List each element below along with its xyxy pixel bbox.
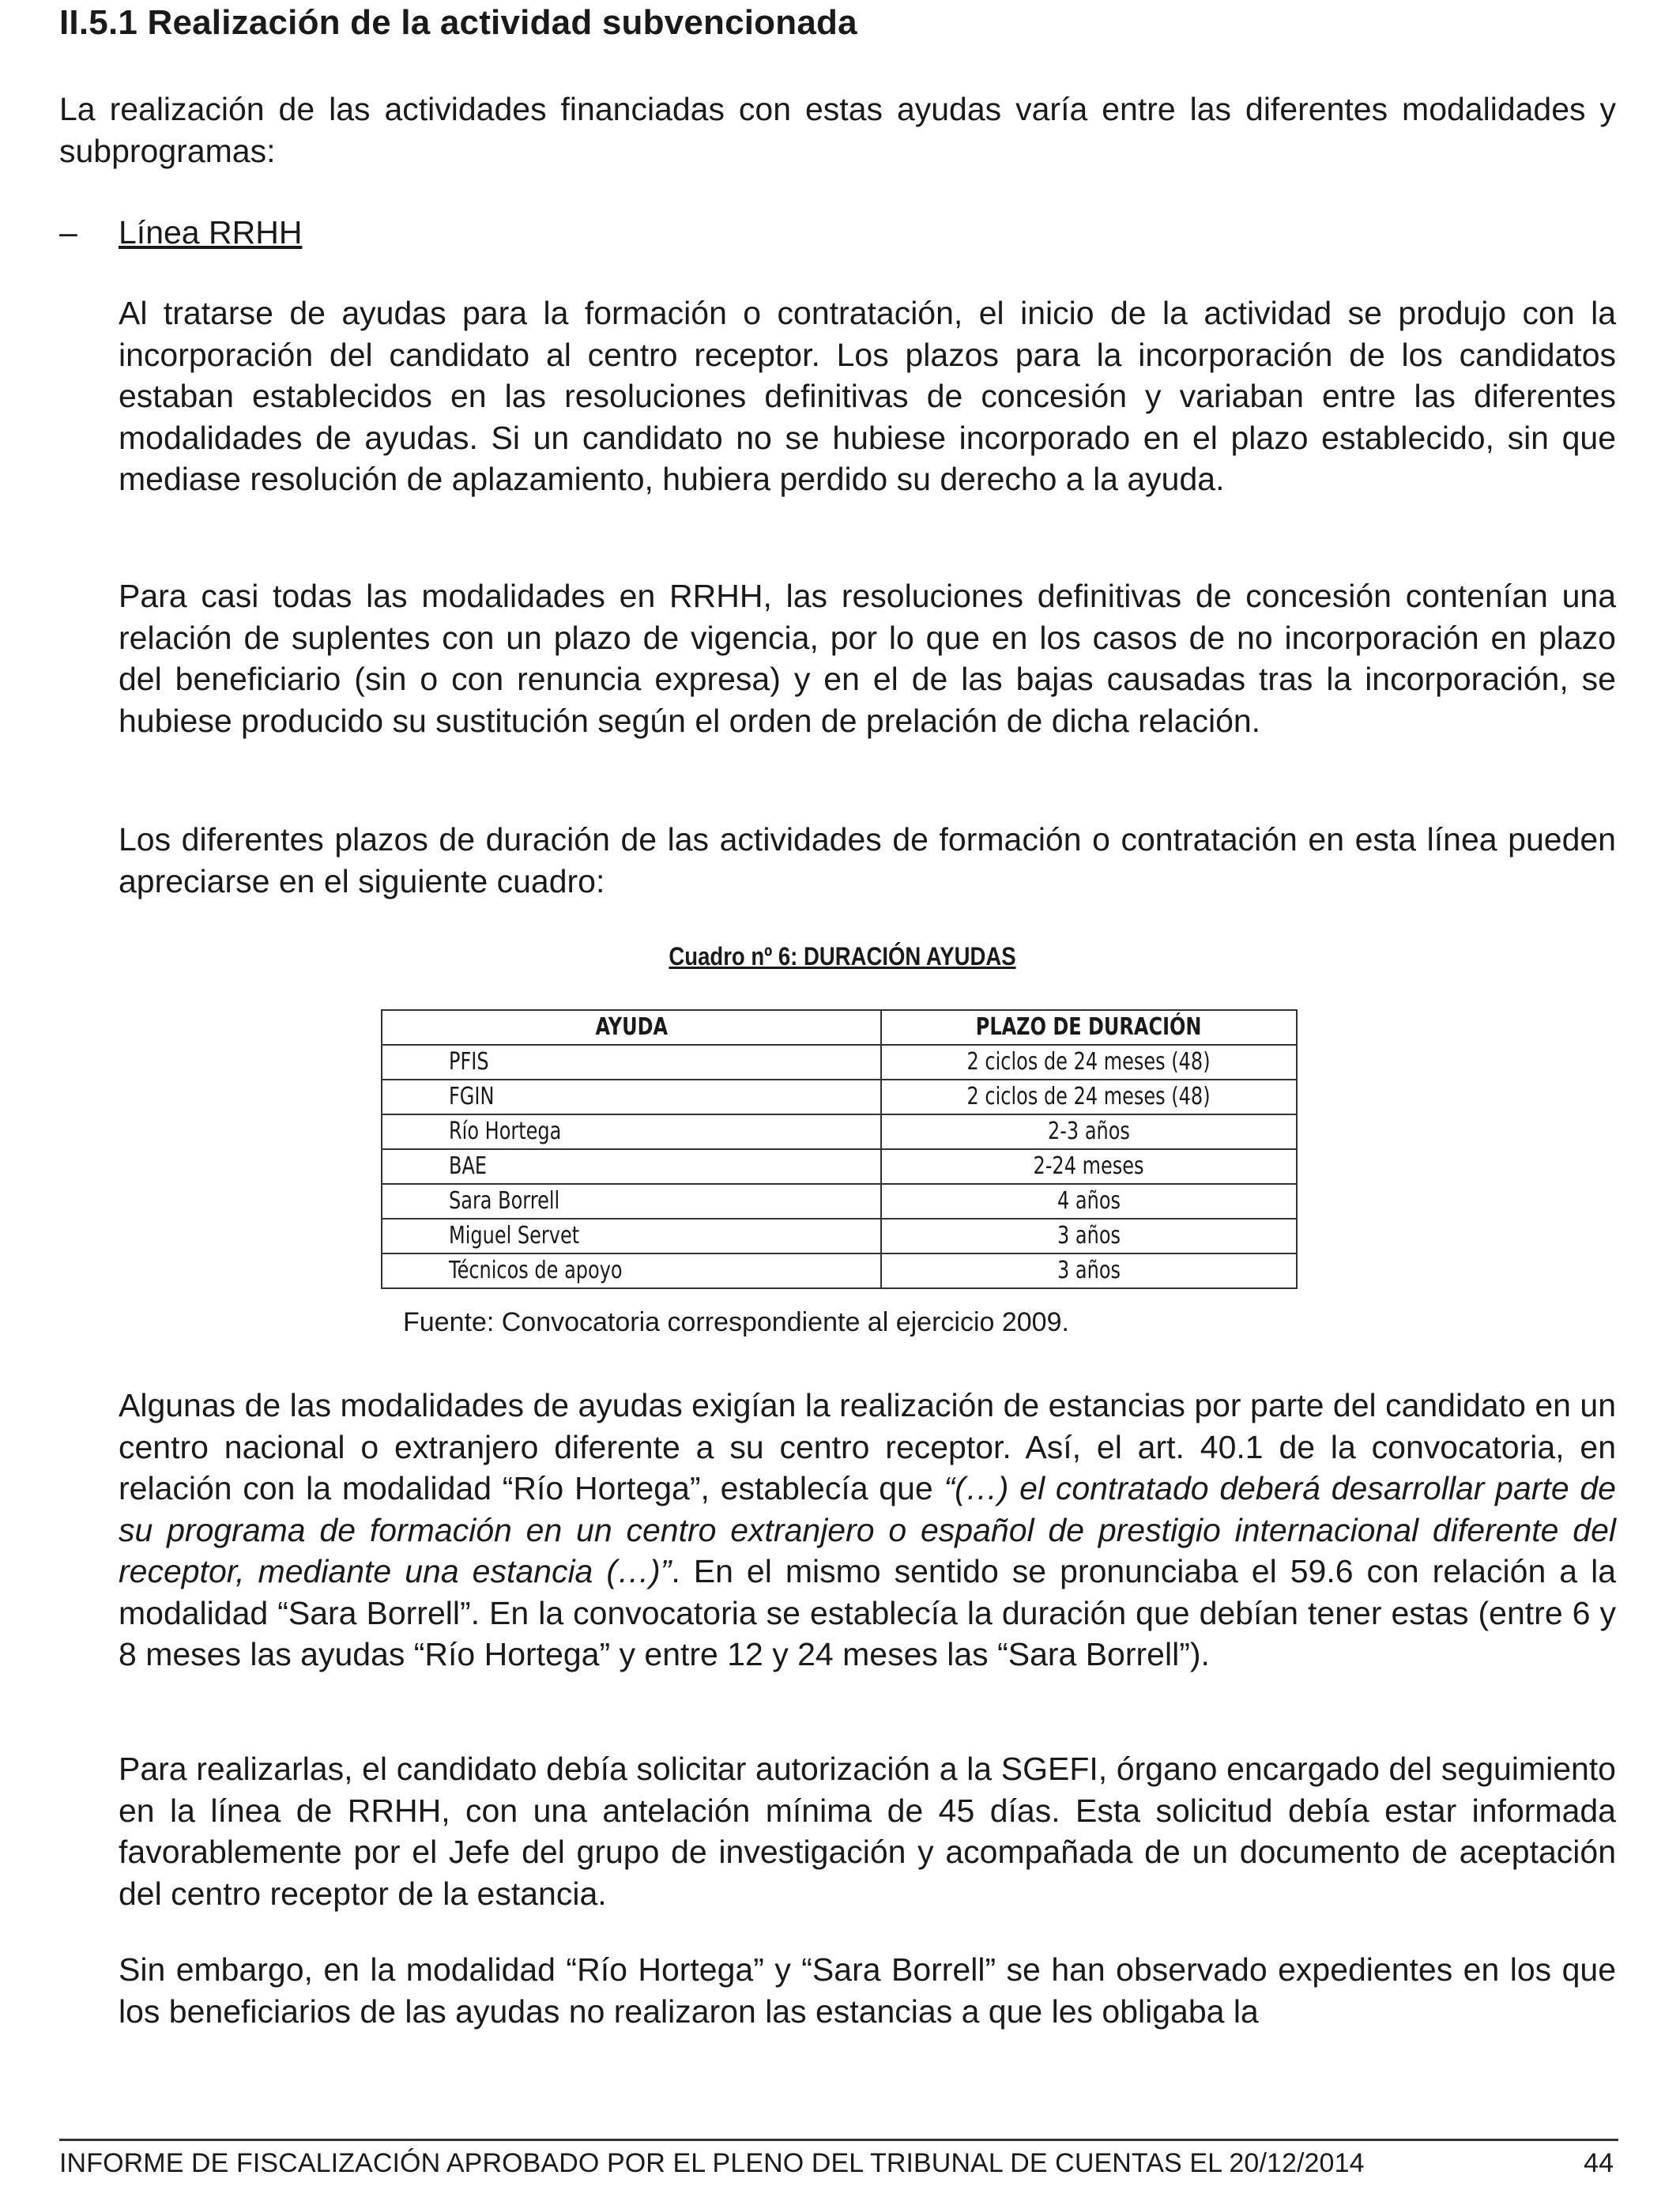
table-body	[382, 1045, 1297, 1288]
cell-ayuda: FGIN	[382, 1080, 881, 1114]
header-ayuda: AYUDA	[382, 1010, 881, 1045]
table-row	[382, 1080, 1297, 1114]
section-title: II.5.1 Realización de la actividad subvencionada	[59, 3, 857, 42]
footer-text: INFORME DE FISCALIZACIÓN APROBADO POR EL PLENO DEL TRIBUNAL DE CUENTAS EL 20/12/2014	[59, 2148, 1365, 2178]
p4-quote: “(…) el contratado deberá desarrollar parte de su programa de formación en un centro extranjero o español de prestigio internacional diferente del receptor, mediante una estancia (…)”	[119, 1470, 1616, 1589]
cell-plazo: 2 ciclos de 24 meses (48)	[881, 1080, 1297, 1114]
header-plazo: PLAZO DE DURACIÓN	[881, 1010, 1297, 1045]
cell-plazo: 2-24 meses	[881, 1149, 1297, 1184]
table-row	[382, 1045, 1297, 1080]
table-row	[382, 1219, 1297, 1253]
p4-text-b: . En el mismo sentido se pronunciaba el 59.6 con relación a la modalidad “Sara Borrell”. En la convocatoria se establecía la duración que debían tener estas (entre 6 y 8 meses las ayudas “Río Hortega” y entre 12 y 24 meses las “Sara Borrell”).	[119, 1553, 1616, 1672]
cell-ayuda: Técnicos de apoyo	[382, 1253, 881, 1288]
page-number: 44	[1584, 2148, 1614, 2178]
intro-paragraph: La realización de las actividades financiadas con estas ayudas varía entre las diferentes modalidades y subprogramas:	[59, 91, 1616, 169]
footer-rule	[59, 2139, 1618, 2141]
paragraph-autorizacion: Para realizarlas, el candidato debía solicitar autorización a la SGEFI, órgano encargado del seguimiento en la línea de RRHH, con una antelación mínima de 45 días. Esta solicitud debía estar informada favorablemente por el Jefe del grupo de investigación y acompañada de un documento de aceptación del centro receptor de la estancia.	[119, 1751, 1616, 1912]
bullet-dash: –	[59, 214, 77, 251]
paragraph-incorporacion: Al tratarse de ayudas para la formación o contratación, el inicio de la actividad se produjo con la incorporación del candidato al centro receptor. Los plazos para la incorporación de los candidatos estaban establecidos en las resoluciones definitivas de concesión y variaban entre las diferentes modalidades de ayudas. Si un candidato no se hubiese incorporado en el plazo establecido, sin que mediase resolución de aplazamiento, hubiera perdido su derecho a la ayuda.	[119, 295, 1616, 497]
p4-text-a: Algunas de las modalidades de ayudas exigían la realización de estancias por parte del candidato en un centro nacional o extranjero diferente a su centro receptor. Así, el art. 40.1 de la convocatoria, en relación con la modalidad “Río Hortega”, establecía que	[119, 1387, 1616, 1506]
cell-plazo: 3 años	[881, 1219, 1297, 1253]
cell-ayuda: Miguel Servet	[382, 1219, 881, 1253]
table-source: Fuente: Convocatoria correspondiente al ejercicio 2009.	[403, 1307, 1069, 1337]
table-row	[382, 1114, 1297, 1149]
paragraph-plazos: Los diferentes plazos de duración de las actividades de formación o contratación en esta línea pueden apreciarse en el siguiente cuadro:	[119, 821, 1616, 899]
table-caption: Cuadro nº 6: DURACIÓN AYUDAS	[669, 942, 1016, 971]
cell-plazo: 2-3 años	[881, 1114, 1297, 1149]
cell-ayuda: Río Hortega	[382, 1114, 881, 1149]
cell-ayuda: Sara Borrell	[382, 1184, 881, 1219]
table-row	[382, 1253, 1297, 1288]
table-row	[382, 1149, 1297, 1184]
cell-ayuda: BAE	[382, 1149, 881, 1184]
bullet-title-linea-rrhh: Línea RRHH	[119, 214, 303, 251]
cell-plazo: 2 ciclos de 24 meses (48)	[881, 1045, 1297, 1080]
paragraph-estancias	[119, 1385, 1616, 1676]
table-header-row	[382, 1010, 1297, 1045]
cell-plazo: 4 años	[881, 1184, 1297, 1219]
paragraph-suplentes: Para casi todas las modalidades en RRHH, las resoluciones definitivas de concesión contenían una relación de suplentes con un plazo de vigencia, por lo que en los casos de no incorporación en plazo del beneficiario (sin o con renuncia expresa) y en el de las bajas causadas tras la incorporación, se hubiese producido su sustitución según el orden de prelación de dicha relación.	[119, 578, 1616, 739]
duracion-ayudas-table	[381, 1009, 1298, 1289]
cell-plazo: 3 años	[881, 1253, 1297, 1288]
table-row	[382, 1184, 1297, 1219]
paragraph-expedientes: Sin embargo, en la modalidad “Río Hortega” y “Sara Borrell” se han observado expedientes en los que los beneficiarios de las ayudas no realizaron las estancias a que les obligaba la	[119, 1951, 1616, 2030]
cell-ayuda: PFIS	[382, 1045, 881, 1080]
